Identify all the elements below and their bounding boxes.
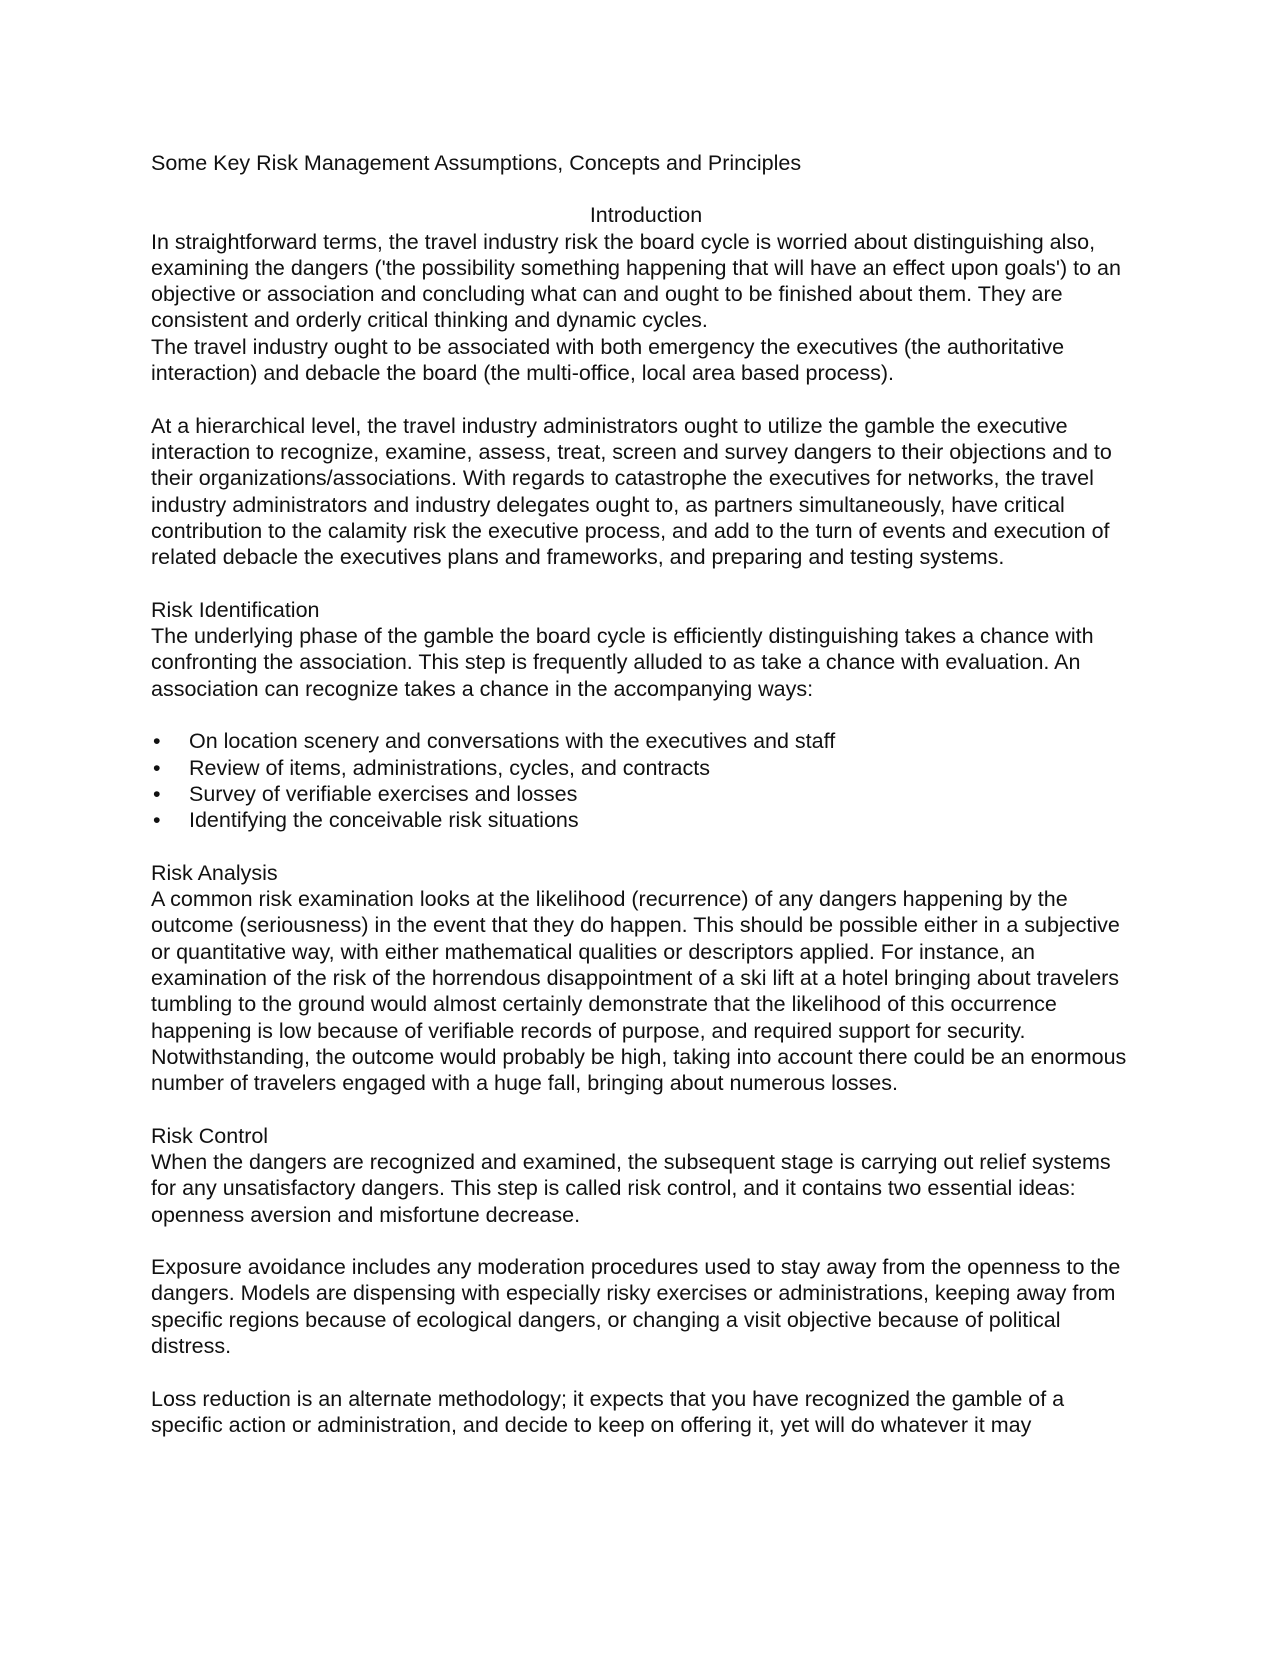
risk-control-paragraph-1: When the dangers are recognized and examined, the subsequent stage is carrying out relief systems for any unsatisfactory dangers. This step is called risk control, and it contains two essential ideas: openness aversion and misfortune decrease. [151, 1149, 1111, 1227]
bullet-icon: • [153, 729, 161, 754]
list-item [151, 781, 1141, 807]
list-item-text: On location scenery and conversations with the executives and staff [189, 729, 836, 754]
list-item-text: Identifying the conceivable risk situations [189, 808, 579, 833]
list-item [151, 728, 1141, 754]
bullet-icon: • [153, 755, 161, 780]
bullet-icon: • [153, 808, 161, 833]
spacer [151, 1228, 1141, 1254]
list-item [151, 807, 1141, 833]
spacer [151, 702, 1141, 728]
bullet-icon: • [153, 781, 161, 806]
spacer [151, 1359, 1141, 1385]
list-item-text: Review of items, administrations, cycles, and contracts [189, 755, 710, 780]
risk-analysis-heading: Risk Analysis [151, 860, 278, 885]
spacer [151, 1096, 1141, 1122]
risk-control-paragraph-3: Loss reduction is an alternate methodology; it expects that you have recognized the gamble of a specific action or administration, and decide to keep on offering it, yet will do whatever it may [151, 1386, 1065, 1437]
document-body [151, 150, 1141, 1438]
spacer [151, 176, 1141, 202]
list-item-text: Survey of verifiable exercises and losses [189, 781, 578, 806]
spacer [151, 833, 1141, 859]
introduction-heading: Introduction [589, 203, 703, 228]
spacer [151, 386, 1141, 412]
introduction-paragraph-1: In straightforward terms, the travel industry risk the board cycle is worried about distinguishing also, examining the dangers ('the possibility something happening that will have an effect upon goals') to an objective or association and concluding what can and ought to be finished about them. They are consistent and orderly critical thinking and dynamic cycles. [151, 229, 1121, 333]
introduction-paragraph-2: The travel industry ought to be associated with both emergency the executives (the authoritative interaction) and debacle the board (the multi-office, local area based process). [151, 334, 1065, 386]
introduction-paragraph-3: At a hierarchical level, the travel industry administrators ought to utilize the gamble the executive interaction to recognize, examine, assess, treat, screen and survey dangers to their objections and to their organizations/associations. With regards to catastrophe the executives for networks, the travel industry administrators and industry delegates ought to, as partners simultaneously, have critical contribution to the calamity risk the executive process, and add to the turn of events and execution of related debacle the executives plans and frameworks, and preparing and testing systems. [151, 413, 1112, 570]
risk-control-heading: Risk Control [151, 1123, 269, 1148]
list-item [151, 755, 1141, 781]
risk-identification-list [151, 728, 1141, 833]
risk-analysis-paragraph: A common risk examination looks at the likelihood (recurrence) of any dangers happening by the outcome (seriousness) in the event that they do happen. This should be possible either in a subjective or quantitative way, with either mathematical qualities or descriptors applied. For instance, an examination of the risk of the horrendous disappointment of a ski lift at a hotel bringing about travelers tumbling to the ground would almost certainly demonstrate that the likelihood of this occurrence happening is low because of verifiable records of purpose, and required support for security. Notwithstanding, the outcome would probably be high, taking into account there could be an enormous number of travelers engaged with a huge fall, bringing about numerous losses. [151, 887, 1127, 1096]
spacer [151, 570, 1141, 596]
risk-control-paragraph-2: Exposure avoidance includes any moderation procedures used to stay away from the openness to the dangers. Models are dispensing with especially risky exercises or administrations, keeping away from specific regions because of ecological dangers, or changing a visit objective because of political distress. [151, 1255, 1121, 1359]
document-title: Some Key Risk Management Assumptions, Concepts and Principles [151, 151, 802, 175]
risk-identification-heading: Risk Identification [151, 597, 320, 622]
risk-identification-paragraph: The underlying phase of the gamble the board cycle is efficiently distinguishing takes a chance with confronting the association. This step is frequently alluded to as take a chance with evaluation. An association can recognize takes a chance in the accompanying ways: [151, 624, 1094, 701]
